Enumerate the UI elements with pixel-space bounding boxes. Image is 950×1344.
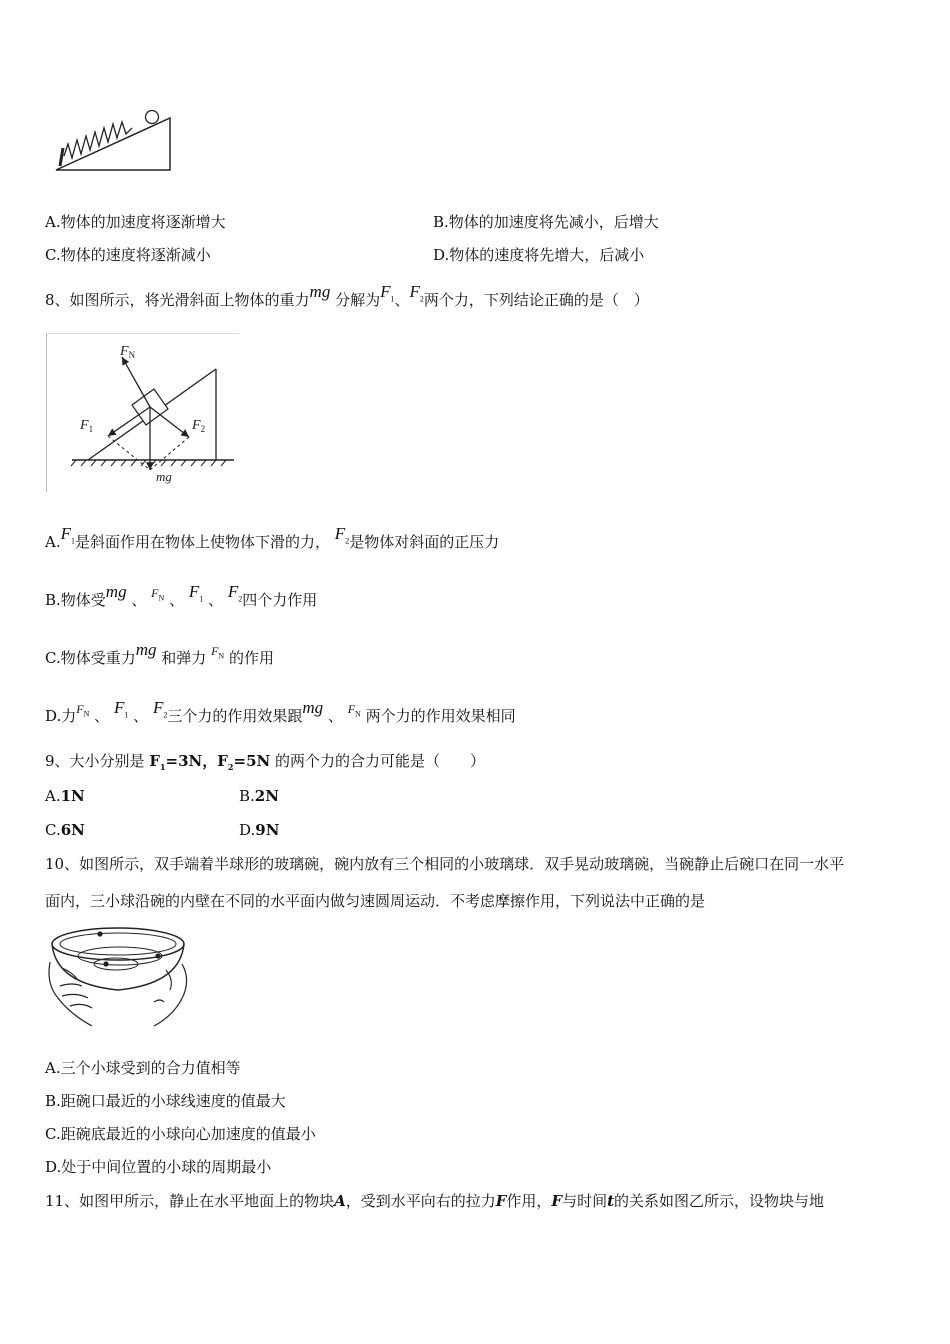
q10-option-c: C.距碗底最近的小球向心加速度的值最小 <box>45 1125 316 1143</box>
thumb-right <box>166 970 171 990</box>
bowl-hands-figure <box>42 922 192 1032</box>
symbol-mg: mg <box>309 282 331 301</box>
q10-option-a: A.三个小球受到的合力值相等 <box>45 1059 241 1077</box>
symbol-mg: mg <box>135 640 157 659</box>
symbol-f1: $F_1$ <box>113 698 129 720</box>
q9-option-d: D.9N <box>239 821 280 839</box>
q8-option-a: $A.F_1$是斜面作用在物体上使物体下滑的力， $F_2$是物体对斜面的正压力 <box>45 524 500 551</box>
q7-option-a: A.物体的加速度将逐渐增大 <box>45 213 226 231</box>
dashed-line-1 <box>108 436 150 470</box>
symbol-f1: $F_1$ <box>60 524 75 546</box>
q10-option-d: D.处于中间位置的小球的周期最小 <box>45 1158 272 1176</box>
q8-stem-prefix: 8、如图所示，将光滑斜面上物体的重力 <box>45 291 310 309</box>
symbol-f2: $F_2$ <box>227 582 243 604</box>
q7-option-c: C.物体的速度将逐渐减小 <box>45 246 211 264</box>
right-hand <box>154 964 187 1026</box>
q8-stem-suffix: 两个力，下列结论正确的是（ ） <box>423 291 649 309</box>
q10-stem-line2: 面内，三小球沿碗的内壁在不同的水平面内做匀速圆周运动．不考虑摩擦作用，下列说法中正确的是 <box>45 892 706 910</box>
q9-option-c: C.6N <box>45 821 85 839</box>
f2-arrow <box>150 407 189 437</box>
q11-stem: 11、如图甲所示，静止在水平地面上的物块A，受到水平向右的拉力F作用，F与时间t的关系如图乙所示，设物块与地 <box>45 1192 825 1210</box>
incline-base-wall <box>60 148 63 166</box>
symbol-fn: FN <box>151 586 165 603</box>
ball-top <box>97 931 102 936</box>
q7-option-b: B.物体的加速度将先减小，后增大 <box>433 213 659 231</box>
q10-option-b: B.距碗口最近的小球线速度的值最大 <box>45 1092 286 1110</box>
f2-label: $F_2$ <box>192 418 206 434</box>
q9-option-b: B.2N <box>239 787 279 805</box>
q8-stem <box>45 282 649 317</box>
incline-spring-figure <box>50 106 180 176</box>
q10-stem-line1: 10、如图所示，双手端着半球形的玻璃碗，碗内放有三个相同的小玻璃球．双手晃动玻璃碗，当碗静止后碗口在同一水平 <box>45 855 845 873</box>
symbol-mg: mg <box>105 582 127 601</box>
separator: 、 <box>394 291 410 309</box>
bowl-rim-inner <box>60 933 176 955</box>
q8-option-c: C.物体受重力mg 和弹力 $^{F_N}$ 的作用 <box>45 640 274 667</box>
symbol-f1: $F_1$ <box>188 582 204 604</box>
symbol-fn: FN <box>211 644 225 661</box>
q7-option-d: D.物体的速度将先增大，后减小 <box>433 246 645 264</box>
force-decomposition-figure <box>46 333 238 491</box>
ball-bottom <box>103 961 108 966</box>
q9-option-a: A.1N <box>45 787 85 805</box>
q8-option-d: D.力$^{F_N}$ 、 $F_1$ 、 $F_2$三个力的作用效果跟mg 、 $^{F_N}$ 两个力的作用效果相同 <box>45 698 516 725</box>
orbit-upper <box>78 947 162 965</box>
symbol-f2: $F_2$ <box>409 282 424 304</box>
q8-stem-mid: 分解为 <box>335 291 381 309</box>
symbol-f2: $F_2$ <box>334 524 350 546</box>
ball-middle <box>155 953 160 958</box>
f1-label: $F_1$ <box>80 418 94 434</box>
left-hand <box>49 962 92 1026</box>
fn-arrow <box>122 357 150 407</box>
fn-label: $F_N$ <box>120 344 136 360</box>
symbol-f1: $F_1$ <box>380 282 395 304</box>
q8-option-b: B.物体受mg 、 $^{F_N}$ 、 $F_1$ 、 $F_2$四个力作用 <box>45 582 318 609</box>
mg-label: mg <box>156 469 172 484</box>
symbol-mg: mg <box>302 698 324 717</box>
symbol-fn: FN <box>347 702 361 719</box>
ground-hatching <box>71 460 226 466</box>
q9-stem: 9、大小分别是 $F_1=3N$，$F_2=5N$ 的两个力的合力可能是（ ） <box>45 752 485 772</box>
symbol-f2: $F_2$ <box>152 698 168 720</box>
symbol-fn: FN <box>76 702 90 719</box>
ball <box>146 111 159 124</box>
dashed-line-2 <box>150 437 189 470</box>
